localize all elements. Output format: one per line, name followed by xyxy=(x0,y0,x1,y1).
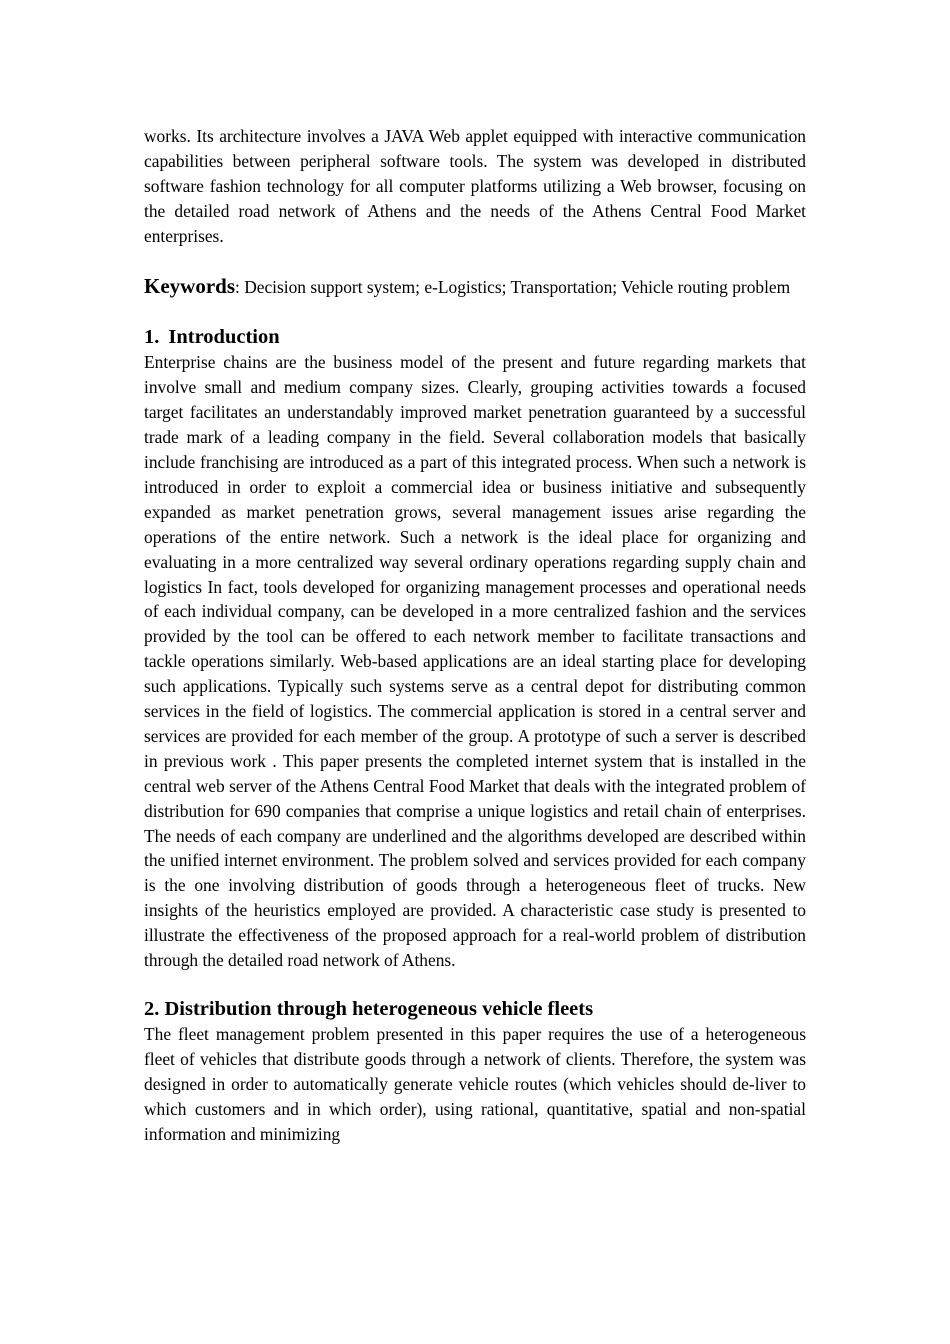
section-1-number: 1. xyxy=(144,326,160,349)
section-1-title: Introduction xyxy=(168,326,280,349)
abstract-tail: works. Its architecture involves a JAVA Web applet equipped with interactive communication capabilities between peripheral software tools. The system was developed in distributed software fashion technology for all computer platforms utilizing a Web browser, focusing on the detailed road network of Athens and the needs of the Athens Central Food Market enterprises. xyxy=(144,126,806,246)
keywords xyxy=(144,274,806,300)
keywords-separator: : xyxy=(235,276,245,297)
section-1-body: Enterprise chains are the business model of the present and future regarding markets that involve small and medium company sizes. Clearly, grouping activities towards a focused target facilitates an understandably improved market penetration guaranteed by a successful trade mark of a leading company in the field. Several collaboration models that basically include franchising are introduced as a part of this integrated process. When such a network is introduced in order to exploit a commercial idea or business initiative and subsequently expanded as market penetration grows, several management issues arise regarding the operations of the entire network. Such a network is the ideal place for organizing and evaluating in a more centralized way several ordinary operations regarding supply chain and logistics In fact, tools developed for organizing management processes and operational needs of each individual company, can be developed in a more centralized fashion and the services provided by the tool can be offered to each network member to facilitate transactions and tackle operations similarly. Web-based applications are an ideal starting place for developing such applications. Typically such systems serve as a central depot for distributing common services in the field of logistics. The commercial application is stored in a central server and services are provided for each member of the group. A prototype of such a server is described in previous work . This paper presents the completed internet system that is installed in the central web server of the Athens Central Food Market that deals with the integrated problem of distribution for 690 companies that comprise a unique logistics and retail chain of enterprises. The needs of each company are underlined and the algorithms developed are described within the unified internet environment. The problem solved and services provided for each company is the one involving distribution of goods through a heterogeneous fleet of trucks. New insights of the heuristics employed are provided. A characteristic case study is presented to illustrate the effectiveness of the proposed approach for a real-world problem of distribution through the detailed road network of Athens. xyxy=(144,352,806,971)
keywords-label: Keywords xyxy=(144,273,235,298)
keywords-text: Decision support system; e-Logistics; Transportation; Vehicle routing problem xyxy=(244,276,791,297)
section-2-title: Distribution through heterogeneous vehicle fleets xyxy=(164,998,594,1020)
section-2-number: 2. xyxy=(144,998,160,1020)
section-2-body: The fleet management problem presented in this paper requires the use of a heterogeneous fleet of vehicles that distribute goods through a network of clients. Therefore, the system was designed in order to automatically generate vehicle routes (which vehicles should de-liver to which customers and in which order), using rational, quantitative, spatial and non-spatial information and minimizing xyxy=(144,1023,806,1144)
section-2-heading xyxy=(144,997,806,1022)
page xyxy=(144,124,806,1146)
section-1-heading xyxy=(144,325,806,350)
